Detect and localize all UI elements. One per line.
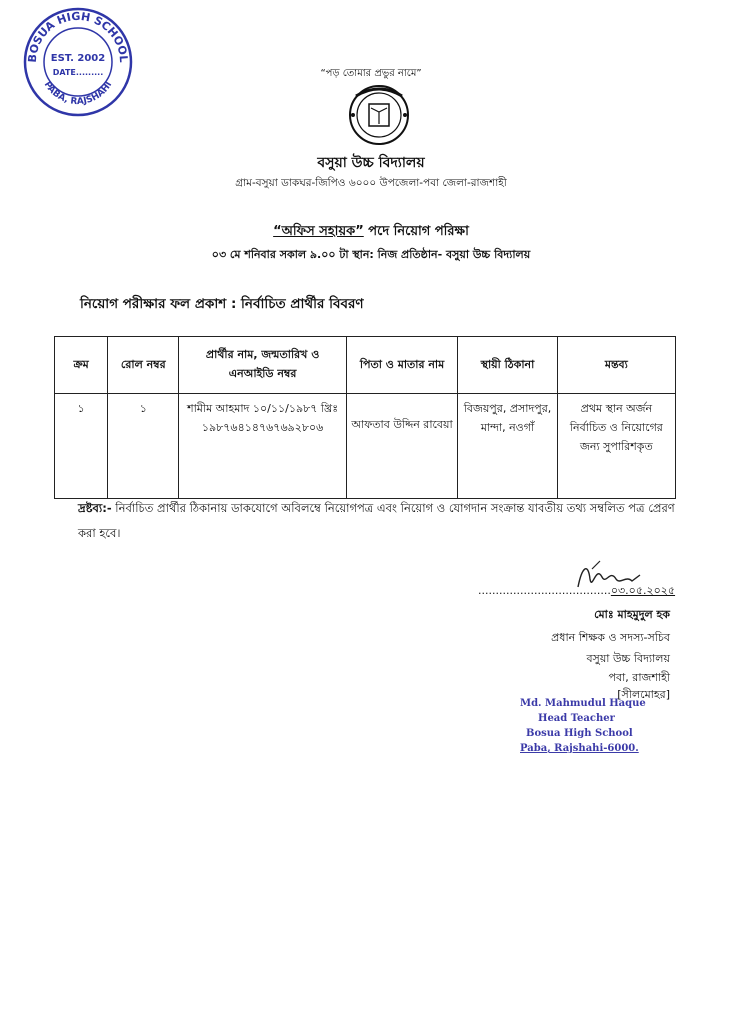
cell-address: বিজয়পুর, প্রসাদপুর, মান্দা, নওগাঁ: [458, 394, 558, 499]
signatory-school: বসুয়া উচ্চ বিদ্যালয়: [586, 652, 670, 665]
col-address: স্থায়ী ঠিকানা: [458, 337, 558, 394]
stamp-date: DATE.........: [52, 68, 104, 77]
headteacher-seal-stamp: [520, 696, 660, 756]
stamp-ring-text: BOSUA HIGH SCHOOL: [25, 9, 131, 63]
seal-line-2: Head Teacher: [538, 713, 615, 724]
note-text: নির্বাচিত প্রার্থীর ঠিকানায় ডাকযোগে অবিলম্বে নিয়োগপত্র এবং নিয়োগ ও যোগদান সংক্রান্ত যাবতীয় তথ্য সম্বলিত পত্র প্রেরণ করা হবে।: [78, 501, 675, 540]
cell-serial: ১: [55, 394, 108, 499]
col-serial: ক্রম: [55, 337, 108, 394]
cell-remark: প্রথম স্থান অর্জন নির্বাচিত ও নিয়োগের জন্য সুপারিশকৃত: [557, 394, 675, 499]
cell-candidate: শামীম আহমাদ ১০/১১/১৯৮৭ খ্রিঃ ১৯৮৭৬৪১৪৭৬৭৬৯২৮০৬: [179, 394, 347, 499]
stamp-est: EST. 2002: [50, 53, 106, 64]
signatory-name: মোঃ মাহমুদুল হক: [594, 608, 670, 621]
section-title: নিয়োগ পরীক্ষার ফল প্রকাশ : নির্বাচিত প্রার্থীর বিবরণ: [80, 296, 364, 312]
signatory-place: পবা, রাজশাহী: [608, 671, 670, 684]
cell-parents: আফতাব উদ্দিন রাবেয়া: [346, 394, 457, 499]
signature-date-line: ......................................০৩.০৫.২০২৫: [478, 584, 676, 597]
exam-title-rest: পদে নিয়োগ পরিক্ষা: [363, 224, 469, 239]
stamp-place-text: PABA, RAJSHAHI: [41, 80, 115, 108]
signature-date: ০৩.০৫.২০২৫: [610, 584, 676, 597]
note-label: দ্রষ্টব্য:-: [78, 501, 112, 515]
school-logo-icon: [344, 84, 414, 146]
school-address: গ্রাম-বসুয়া ডাকঘর-জিপিও ৬০০০ উপজেলা-পবা জেলা-রাজশাহী: [235, 177, 507, 189]
cell-roll: ১: [108, 394, 179, 499]
col-candidate: প্রার্থীর নাম, জন্মতারিখ ও এনআইডি নম্বর: [179, 337, 347, 394]
exam-info: ০৩ মে শনিবার সকাল ৯.০০ টা স্থান: নিজ প্রতিষ্ঠান- বসুয়া উচ্চ বিদ্যালয়: [211, 248, 531, 261]
exam-post: “অফিস সহায়ক”: [273, 224, 364, 239]
exam-title: [0, 222, 742, 243]
note: [78, 496, 678, 546]
seal-label: [সীলমোহর]: [617, 688, 670, 701]
seal-line-1: Md. Mahmudul Haque: [520, 698, 646, 709]
table-header-row: [55, 337, 676, 394]
col-roll: রোল নম্বর: [108, 337, 179, 394]
seal-line-3: Bosua High School: [526, 728, 633, 739]
school-name: বসুয়া উচ্চ বিদ্যালয়: [317, 155, 425, 171]
col-remark: মন্তব্য: [557, 337, 675, 394]
col-parents: পিতা ও মাতার নাম: [346, 337, 457, 394]
school-round-stamp: [22, 6, 134, 118]
signatory-title: প্রধান শিক্ষক ও সদস্য-সচিব: [551, 631, 670, 644]
table-row: [55, 394, 676, 499]
svg-text:PABA, RAJSHAHI: [42, 80, 115, 107]
seal-line-4: Paba, Rajshahi-6000.: [520, 743, 639, 754]
results-table: [54, 336, 676, 499]
motto: “পড় তোমার প্রভুর নামে”: [320, 68, 422, 79]
